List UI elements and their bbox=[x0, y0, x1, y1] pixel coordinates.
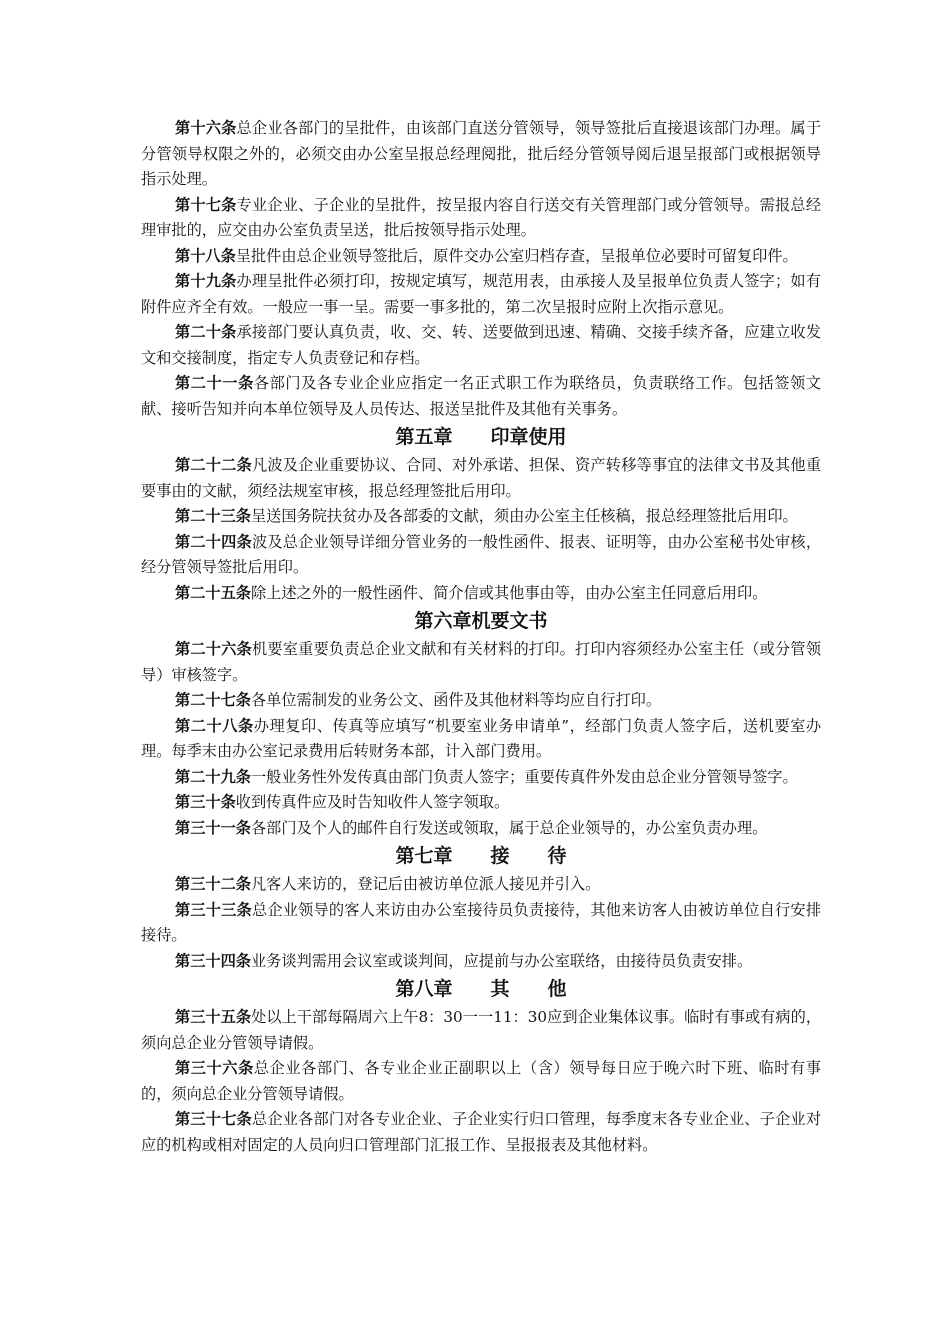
article-text: 总企业各部门的呈批件，由该部门直送分管领导，领导签批后直接退该部门办理。属于分管领导权限之外的，必须交由办公室呈报总经理阅批，批后经分管领导阅后退呈报部门或根据领导指示处理。 bbox=[141, 119, 822, 188]
article-19 bbox=[141, 269, 821, 320]
article-number: 第二十八条 bbox=[175, 716, 254, 735]
article-number: 第三十二条 bbox=[175, 875, 251, 893]
article-28 bbox=[141, 714, 821, 765]
document-page bbox=[141, 116, 821, 1158]
article-number: 第十九条 bbox=[175, 272, 237, 290]
article-number: 第二十七条 bbox=[175, 691, 251, 709]
article-text: 收到传真件应及时告知收件人签字领取。 bbox=[235, 793, 510, 811]
article-35 bbox=[141, 1005, 821, 1056]
article-32 bbox=[141, 872, 821, 898]
article-text: 专业企业、子企业的呈批件，按呈报内容自行送交有关管理部门或分管领导。需报总经理审批的，应交由办公室负责呈送，批后按领导指示处理。 bbox=[141, 195, 822, 239]
article-37 bbox=[141, 1107, 821, 1158]
article-16 bbox=[141, 116, 821, 193]
article-text: 各部门及各专业企业应指定一名正式职工作为联络员，负责联络工作。包括签领文献、接听告知并向本单位领导及人员传达、报送呈批件及其他有关事务。 bbox=[141, 374, 822, 418]
chapter-6-heading: 第六章机要文书 bbox=[414, 610, 548, 632]
article-text: 总企业各部门对各专业企业、子企业实行归口管理，每季度末各专业企业、子企业对应的机构或相对固定的人员向归口管理部门汇报工作、呈报报表及其他材料。 bbox=[141, 1110, 822, 1154]
article-text: 办理呈批件必须打印，按规定填写，规范用表，由承接人及呈报单位负责人签字；如有附件应齐全有效。一般应一事一呈。需要一事多批的，第二次呈报时应附上次指示意见。 bbox=[141, 272, 822, 316]
article-text: 业务谈判需用会议室或谈判间，应提前与办公室联络，由接待员负责安排。 bbox=[250, 951, 753, 970]
article-text: 办理复印、传真等应填写“机要室业务申请单”，经部门负责人签字后，送机要室办理。每季末由办公室记录费用后转财务本部，计入部门费用。 bbox=[141, 716, 822, 760]
article-number: 第二十六条 bbox=[175, 640, 252, 658]
chapter-5-heading: 第五章 印章使用 bbox=[395, 426, 567, 448]
article-number: 第十八条 bbox=[175, 246, 236, 265]
article-36 bbox=[141, 1056, 821, 1107]
article-number: 第三十七条 bbox=[175, 1110, 252, 1128]
article-number: 第二十四条 bbox=[175, 532, 252, 551]
article-text: 凡客人来访的，登记后由被访单位派人接见并引入。 bbox=[250, 875, 601, 893]
article-text: 各部门及个人的邮件自行发送或领取，属于总企业领导的，办公室负责办理。 bbox=[250, 818, 768, 837]
article-number: 第三十四条 bbox=[175, 951, 251, 970]
article-33 bbox=[141, 898, 821, 949]
article-17 bbox=[141, 193, 821, 244]
article-text: 一般业务性外发传真由部门负责人签字；重要传真件外发由总企业分管领导签字。 bbox=[250, 767, 798, 786]
article-number: 第三十条 bbox=[175, 793, 236, 811]
article-number: 第二十二条 bbox=[175, 456, 252, 474]
article-24 bbox=[141, 530, 821, 581]
article-text: 凡波及企业重要协议、合同、对外承诺、担保、资产转移等事宜的法律文书及其他重要事由的文献，须经法规室审核，报总经理签批后用印。 bbox=[141, 456, 822, 500]
article-21 bbox=[141, 371, 821, 422]
article-number: 第三十五条 bbox=[175, 1008, 252, 1026]
article-text: 呈送国务院扶贫办及各部委的文献，须由办公室主任核稿，报总经理签批后用印。 bbox=[250, 507, 798, 525]
article-27 bbox=[141, 688, 821, 714]
article-20 bbox=[141, 320, 821, 371]
article-34 bbox=[141, 949, 821, 975]
article-22 bbox=[141, 453, 821, 504]
article-number: 第二十九条 bbox=[175, 767, 251, 786]
article-text: 承接部门要认真负责，收、交、转、送要做到迅速、精确、交接手续齐备，应建立收发文和交接制度，指定专人负责登记和存档。 bbox=[141, 323, 822, 367]
article-31 bbox=[141, 816, 821, 842]
article-number: 第十七条 bbox=[175, 195, 237, 214]
article-number: 第三十六条 bbox=[175, 1059, 254, 1077]
article-text: 总企业各部门、各专业企业正副职以上（含）领导每日应于晚六时下班、临时有事的，须向总企业分管领导请假。 bbox=[141, 1059, 822, 1103]
article-number: 第十六条 bbox=[175, 119, 237, 137]
article-number: 第三十一条 bbox=[175, 818, 251, 837]
article-text: 波及总企业领导详细分管业务的一般性函件、报表、证明等，由办公室秘书处审核，经分管领导签批后用印。 bbox=[141, 532, 822, 576]
article-text: 呈批件由总企业领导签批后，原件交办公室归档存查，呈报单位必要时可留复印件。 bbox=[235, 246, 798, 265]
chapter-7-heading: 第七章 接 待 bbox=[395, 845, 567, 867]
article-number: 第二十条 bbox=[175, 323, 237, 341]
article-text: 总企业领导的客人来访由办公室接待员负责接待，其他来访客人由被访单位自行安排接待。 bbox=[141, 900, 822, 944]
article-number: 第二十一条 bbox=[175, 374, 254, 392]
chapter-8-heading: 第八章 其 他 bbox=[395, 978, 567, 1000]
article-26 bbox=[141, 637, 821, 688]
article-number: 第二十三条 bbox=[175, 507, 251, 525]
article-29 bbox=[141, 765, 821, 791]
article-25 bbox=[141, 581, 821, 607]
article-18 bbox=[141, 244, 821, 270]
article-text: 除上述之外的一般性函件、简介信或其他事由等，由办公室主任同意后用印。 bbox=[250, 583, 768, 602]
article-number: 第三十三条 bbox=[175, 900, 252, 919]
article-text: 各单位需制发的业务公文、函件及其他材料等均应自行打印。 bbox=[250, 691, 661, 709]
article-text: 处以上干部每隔周六上午8：30一一11：30应到企业集体议事。临时有事或有病的，须向总企业分管领导请假。 bbox=[141, 1008, 822, 1052]
article-30 bbox=[141, 790, 821, 816]
article-23 bbox=[141, 504, 821, 530]
article-number: 第二十五条 bbox=[175, 583, 251, 602]
article-text: 机要室重要负责总企业文献和有关材料的打印。打印内容须经办公室主任（或分管领导）审核签字。 bbox=[141, 640, 822, 684]
